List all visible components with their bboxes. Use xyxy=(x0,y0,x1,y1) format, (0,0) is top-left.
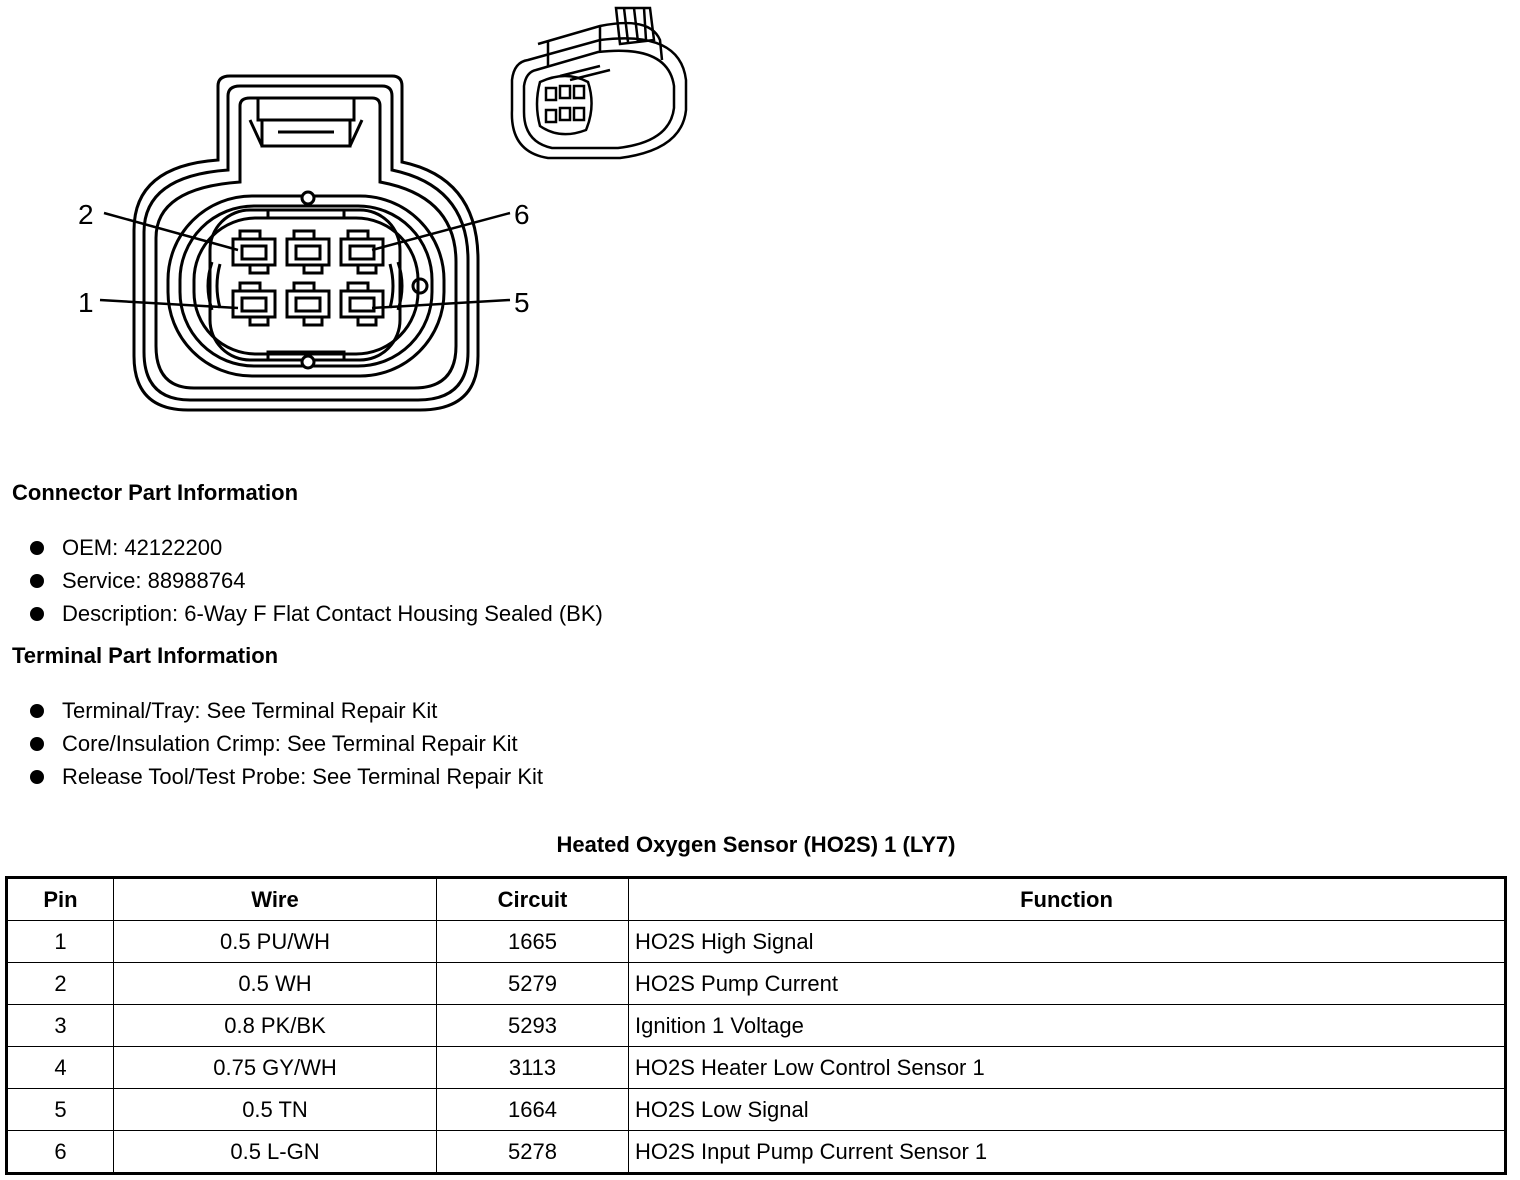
pin-label-5: 5 xyxy=(514,287,530,318)
cell-function: HO2S Low Signal xyxy=(629,1089,1506,1131)
list-item-text: Description: 6-Way F Flat Contact Housing Sealed (BK) xyxy=(62,601,603,626)
bullet-icon xyxy=(30,737,44,751)
connector-latch xyxy=(250,98,362,146)
list-item xyxy=(28,760,543,793)
cell-circuit: 5293 xyxy=(437,1005,629,1047)
list-item-text: Service: 88988764 xyxy=(62,568,246,593)
cell-pin: 3 xyxy=(7,1005,114,1047)
connector-perspective-view xyxy=(512,8,686,158)
terminal-part-info-list xyxy=(28,694,543,793)
cell-wire: 0.5 WH xyxy=(114,963,437,1005)
list-item-text: Release Tool/Test Probe: See Terminal Repair Kit xyxy=(62,764,543,789)
terminal-cavity xyxy=(341,283,383,325)
list-item xyxy=(28,694,543,727)
bullet-icon xyxy=(30,770,44,784)
table-row xyxy=(7,1005,1506,1047)
terminal-cavity xyxy=(287,231,329,273)
table-row xyxy=(7,921,1506,963)
terminal-part-info-heading: Terminal Part Information xyxy=(12,643,279,668)
cell-wire: 0.75 GY/WH xyxy=(114,1047,437,1089)
table-header-row xyxy=(7,878,1506,921)
list-item xyxy=(28,727,543,760)
table-row xyxy=(7,1131,1506,1174)
list-item xyxy=(28,597,603,630)
cell-circuit: 3113 xyxy=(437,1047,629,1089)
pin-table xyxy=(5,876,1507,1175)
terminal-cavity xyxy=(233,283,275,325)
connector-diagram xyxy=(0,0,720,430)
cell-circuit: 1664 xyxy=(437,1089,629,1131)
cell-function: HO2S High Signal xyxy=(629,921,1506,963)
header-pin: Pin xyxy=(7,878,114,921)
terminal-cavity xyxy=(287,283,329,325)
pin-label-2: 2 xyxy=(78,199,94,230)
cell-wire: 0.5 PU/WH xyxy=(114,921,437,963)
list-item-text: Terminal/Tray: See Terminal Repair Kit xyxy=(62,698,438,723)
cell-function: HO2S Pump Current xyxy=(629,963,1506,1005)
cell-pin: 4 xyxy=(7,1047,114,1089)
cell-circuit: 5279 xyxy=(437,963,629,1005)
terminal-cavity xyxy=(341,231,383,273)
cell-function: HO2S Heater Low Control Sensor 1 xyxy=(629,1047,1506,1089)
header-function: Function xyxy=(629,878,1506,921)
cell-pin: 5 xyxy=(7,1089,114,1131)
pin-label-1: 1 xyxy=(78,287,94,318)
header-wire: Wire xyxy=(114,878,437,921)
list-item-text: Core/Insulation Crimp: See Terminal Repair Kit xyxy=(62,731,518,756)
terminal-cavities xyxy=(233,231,383,325)
terminal-cavity xyxy=(233,231,275,273)
bullet-icon xyxy=(30,541,44,555)
connector-part-info-list xyxy=(28,531,603,630)
connector-part-info-heading: Connector Part Information xyxy=(12,480,299,505)
table-row xyxy=(7,963,1506,1005)
header-circuit: Circuit xyxy=(437,878,629,921)
pin-table-title: Heated Oxygen Sensor (HO2S) 1 (LY7) xyxy=(556,832,956,857)
cell-circuit: 5278 xyxy=(437,1131,629,1174)
cell-pin: 2 xyxy=(7,963,114,1005)
bullet-icon xyxy=(30,607,44,621)
bullet-icon xyxy=(30,574,44,588)
cell-function: HO2S Input Pump Current Sensor 1 xyxy=(629,1131,1506,1174)
list-item xyxy=(28,531,603,564)
table-row xyxy=(7,1089,1506,1131)
cell-circuit: 1665 xyxy=(437,921,629,963)
list-item-text: OEM: 42122200 xyxy=(62,535,223,560)
cell-wire: 0.5 TN xyxy=(114,1089,437,1131)
table-row xyxy=(7,1047,1506,1089)
list-item xyxy=(28,564,603,597)
pin-label-6: 6 xyxy=(514,199,530,230)
cell-function: Ignition 1 Voltage xyxy=(629,1005,1506,1047)
bullet-icon xyxy=(30,704,44,718)
cell-pin: 1 xyxy=(7,921,114,963)
cell-wire: 0.8 PK/BK xyxy=(114,1005,437,1047)
cell-pin: 6 xyxy=(7,1131,114,1174)
cell-wire: 0.5 L-GN xyxy=(114,1131,437,1174)
